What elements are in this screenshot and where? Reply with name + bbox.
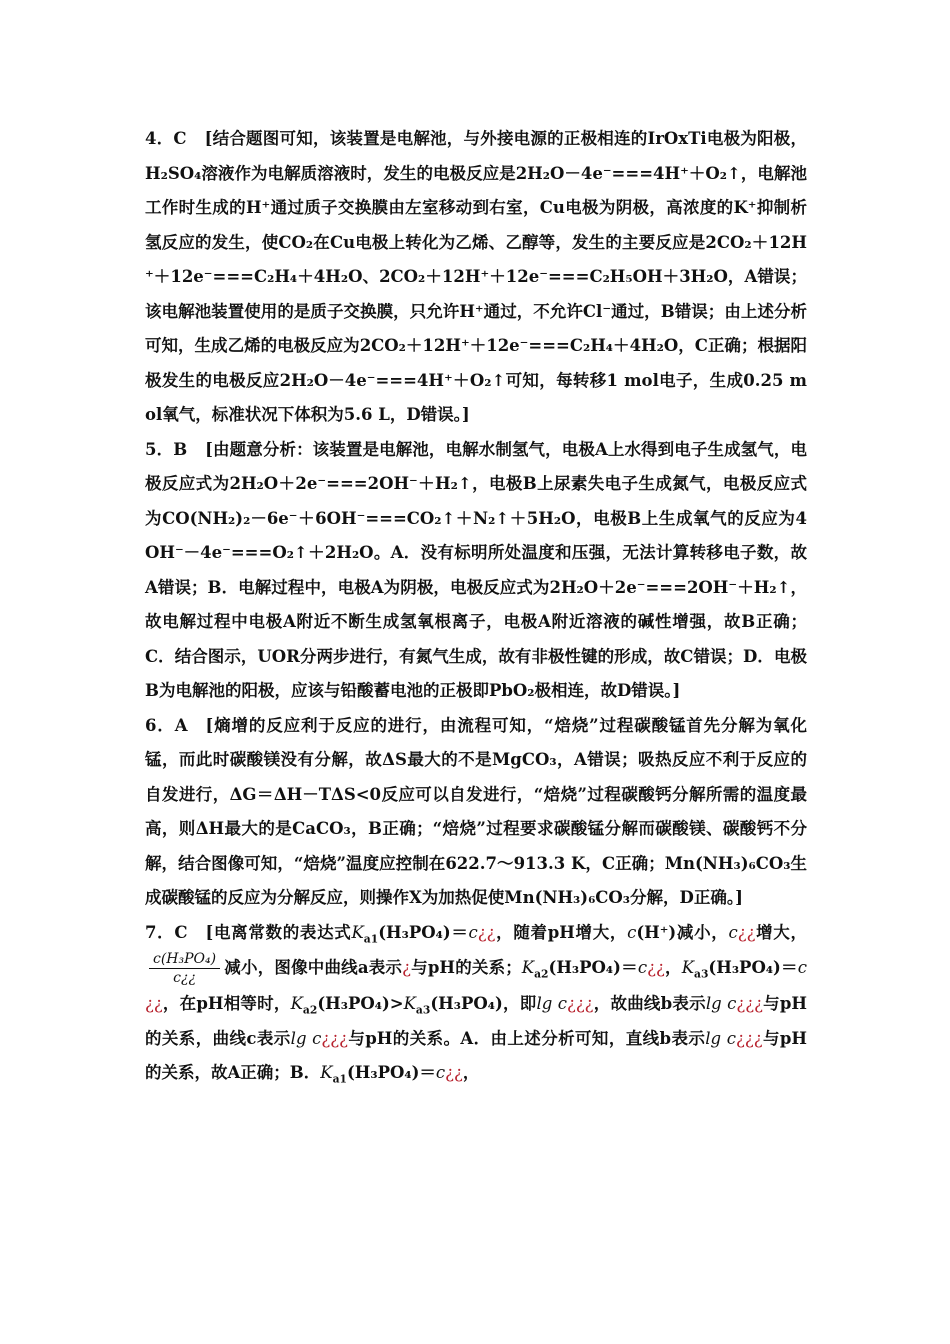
ka-subscript: a2 xyxy=(534,967,549,981)
log-expression: lg c xyxy=(536,994,567,1013)
text-run: (H⁺)减小， xyxy=(636,922,729,942)
broken-glyph: ¿¿ xyxy=(145,994,163,1013)
text-run: (H₃PO₄)，即 xyxy=(430,994,537,1013)
ka-subscript: a3 xyxy=(694,967,709,981)
answer-7 xyxy=(145,916,807,1091)
conc-symbol: c xyxy=(728,922,738,942)
fraction xyxy=(149,950,220,987)
answer-number: 4．C xyxy=(145,129,187,148)
ka-symbol: K xyxy=(521,958,535,977)
text-run: ， xyxy=(664,958,682,977)
conc-symbol: c xyxy=(637,958,648,977)
text-run: ，在pH相等时， xyxy=(162,994,291,1013)
answer-5 xyxy=(145,433,807,709)
broken-glyph: ¿¿ xyxy=(445,1063,463,1082)
broken-glyph: ¿¿ xyxy=(647,958,665,977)
text-run: (H₃PO₄)＝ xyxy=(378,922,469,942)
text-run: 与pH的关系。A．由上述分析可知，直线b表示 xyxy=(347,1028,706,1048)
ka-subscript: a1 xyxy=(363,931,379,945)
fraction-denominator: c¿¿ xyxy=(173,970,196,986)
text-run: 增大， xyxy=(755,922,807,942)
ka-subscript: a1 xyxy=(332,1072,347,1086)
broken-glyph: ¿¿¿ xyxy=(736,994,763,1013)
ka-symbol: K xyxy=(320,1063,333,1082)
broken-glyph: ¿¿ xyxy=(477,922,496,942)
broken-glyph: ¿¿¿ xyxy=(321,1028,348,1048)
answer-explanation: [结合题图可知，该装置是电解池，与外接电源的正极相连的IrOxTi电极为阳极，H₂SO₄溶液作为电解质溶液时，发生的电极反应是2H₂O－4e⁻===4H⁺＋O₂↑，电解池工作时生成的H⁺通过质子交换膜由左室移动到右室，Cu电极为阴极，高浓度的K⁺抑制析氢反应的发生，使CO₂在Cu电极上转化为乙烯、乙醇等，发生的主要反应是2CO₂＋12H⁺＋12e⁻===C₂H₄＋4H₂O、2CO₂＋12H⁺＋12e⁻===C₂H₅OH＋3H₂O，A错误；该电解池装置使用的是质子交换膜，只允许H⁺通过，不允许Cl⁻通过，B错误；由上述分析可知，生成乙烯的电极反应为2CO₂＋12H⁺＋12e⁻===C₂H₄＋4H₂O，C正确；根据阳极发生的电极反应2H₂O－4e⁻===4H⁺＋O₂↑可知，每转移1 mol电子，生成0.25 mol氧气，标准状况下体积为5.6 L，D错误。] xyxy=(145,129,807,424)
text-run: (H₃PO₄)＝ xyxy=(708,958,798,977)
log-expression: lg c xyxy=(290,1028,322,1048)
log-expression: lg c xyxy=(705,1028,737,1048)
text-run: 与pH的关系，故A正确；B． xyxy=(145,1028,807,1082)
answer-number: 6．A xyxy=(145,715,188,735)
document-page xyxy=(145,122,807,1091)
ka-symbol: K xyxy=(403,994,416,1013)
conc-symbol: c xyxy=(435,1063,446,1082)
text-run: ，随着pH增大， xyxy=(495,922,628,942)
ka-subscript: a3 xyxy=(415,1003,431,1017)
ka-symbol: K xyxy=(351,922,364,942)
text-run: 与pH的关系，曲线c表示 xyxy=(145,994,807,1048)
conc-symbol: c xyxy=(468,922,478,942)
ka-symbol: K xyxy=(681,958,695,977)
text-run: (H₃PO₄)＝ xyxy=(346,1063,436,1082)
answer-4 xyxy=(145,122,807,433)
text-run: ，故曲线b表示 xyxy=(593,994,706,1013)
conc-symbol: c xyxy=(627,922,637,942)
conc-symbol: c xyxy=(797,958,807,977)
text-run: 减小，图像中曲线a表示 xyxy=(224,958,403,977)
ka-symbol: K xyxy=(290,994,303,1013)
text-run: [电离常数的表达式 xyxy=(205,922,352,942)
answer-explanation: [熵增的反应利于反应的进行，由流程可知，“焙烧”过程碳酸锰首先分解为氧化锰，而此时碳酸镁没有分解，故ΔS最大的不是MgCO₃，A错误；吸热反应不利于反应的自发进行，ΔG＝ΔH－TΔS<0反应可以自发进行，“焙烧”过程碳酸钙分解所需的温度最高，则ΔH最大的是CaCO₃，B正确；“焙烧”过程要求碳酸锰分解而碳酸镁、碳酸钙不分解，结合图像可知，“焙烧”温度应控制在622.7～913.3 K，C正确；Mn(NH₃)₆CO₃生成碳酸锰的反应为分解反应，则操作X为加热促使Mn(NH₃)₆CO₃分解，D正确。] xyxy=(145,715,807,907)
fraction-numerator: c(H₃PO₄) xyxy=(149,950,220,969)
ka-subscript: a2 xyxy=(302,1003,318,1017)
text-run: (H₃PO₄)> xyxy=(317,994,404,1013)
broken-glyph: ¿¿ xyxy=(737,922,756,942)
answer-number: 5．B xyxy=(145,439,188,459)
text-run: 与pH的关系； xyxy=(410,958,522,977)
text-run: ， xyxy=(462,1063,480,1082)
answer-6 xyxy=(145,709,807,916)
log-expression: lg c xyxy=(705,994,737,1013)
broken-glyph: ¿ xyxy=(402,958,411,977)
broken-glyph: ¿¿¿ xyxy=(736,1028,763,1048)
answer-number: 7．C xyxy=(145,922,188,942)
text-run: (H₃PO₄)＝ xyxy=(548,958,638,977)
answer-explanation: [由题意分析：该装置是电解池，电解水制氢气，电极A上水得到电子生成氢气，电极反应式为2H₂O＋2e⁻===2OH⁻＋H₂↑，电极B上尿素失电子生成氮气，电极反应式为CO(NH₂)₂－6e⁻＋6OH⁻===CO₂↑＋N₂↑＋5H₂O，电极B上生成氧气的反应为4OH⁻－4e⁻===O₂↑＋2H₂O。A．没有标明所处温度和压强，无法计算转移电子数，故A错误；B．电解过程中，电极A为阴极，电极反应式为2H₂O＋2e⁻===2OH⁻＋H₂↑，故电解过程中电极A附近不断生成氢氧根离子，电极A附近溶液的碱性增强，故B正确；C．结合图示，UOR分两步进行，有氮气生成，故有非极性键的形成，故C错误；D．电极B为电解池的阳极，应该与铅酸蓄电池的正极即PbO₂极相连，故D错误。] xyxy=(145,439,807,700)
broken-glyph: ¿¿¿ xyxy=(566,994,594,1013)
